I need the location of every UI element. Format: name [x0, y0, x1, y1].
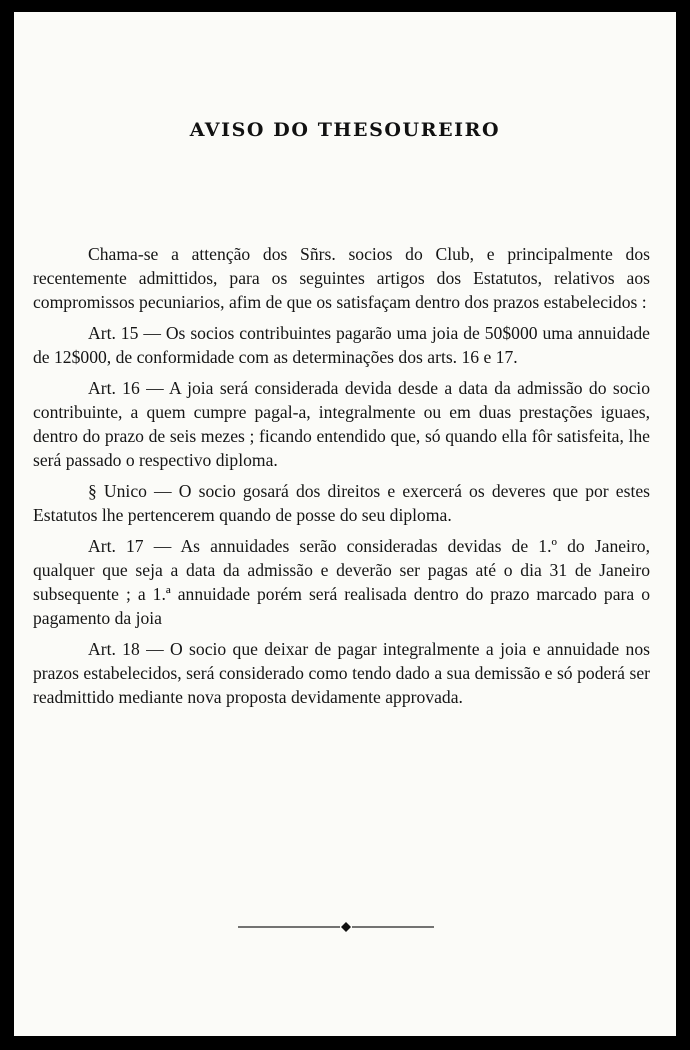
document-page [14, 12, 676, 1036]
paragraph-art-15: Art. 15 — Os socios contribuintes pagarão uma joia de 50$000 uma annuidade de 12$000, de conformidade com as determinações dos arts. 16 e 17. [33, 323, 650, 367]
paragraph-art-18: Art. 18 — O socio que deixar de pagar integralmente a joia e annuidade nos prazos estabelecidos, será considerado como tendo dado a sua demissão e só poderá ser readmittido mediante nova proposta devidamente approvada. [33, 639, 650, 707]
paragraph-art-16: Art. 16 — A joia será considerada devida desde a data da admissão do socio contribuinte, a quem cumpre pagal-a, integralmente ou em duas prestações iguaes, dentro do prazo de seis mezes ; ficando entendido que, só quando ella fôr satisfeita, lhe será passado o respectivo diploma. [33, 378, 650, 470]
paragraph-unico: § Unico — O socio gosará dos direitos e exercerá os deveres que por estes Estatutos lhe pertencerem quando de posse do seu diploma. [33, 481, 650, 525]
divider-ornament [236, 920, 436, 934]
divider-diamond [341, 922, 351, 932]
paragraph-intro: Chama-se a attenção dos Sñrs. socios do Club, e principalmente dos recentemente admittidos, para os seguintes artigos dos Estatutos, relativos aos compromissos pecuniarios, afim de que os satisfaçam dentro dos prazos estabelecidos : [33, 244, 650, 312]
page-title: AVISO DO THESOUREIRO [189, 119, 501, 141]
paragraph-art-17: Art. 17 — As annuidades serão consideradas devidas de 1.º do Janeiro, qualquer que seja a data da admissão e deverão ser pagas até o dia 31 de Janeiro subsequente ; a 1.ª annuidade porém será realisada dentro do prazo marcado para o pagamento da joia [33, 536, 650, 628]
notice-body [33, 242, 650, 709]
